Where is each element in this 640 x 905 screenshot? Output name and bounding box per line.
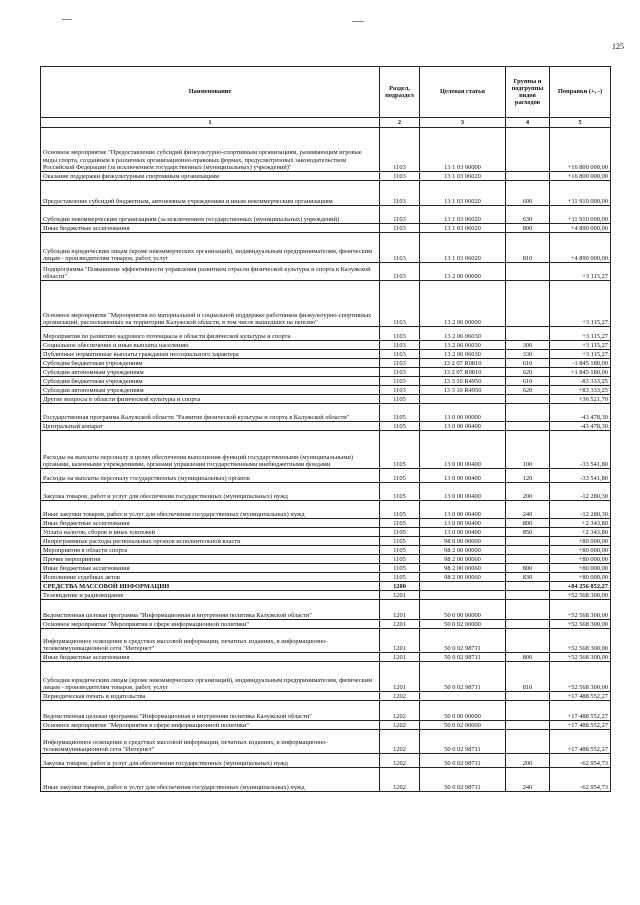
row-amount: +3 115,27 [550, 281, 611, 327]
row-target: 13 2 06 06030 [420, 327, 506, 341]
row-target: 50 0 02 00000 [420, 721, 506, 730]
row-target: 13 1 03 06020 [420, 172, 506, 181]
row-name: Иные бюджетные ассигнования [41, 224, 380, 233]
header-razdel: Раздел, подраздел [380, 67, 420, 118]
row-target: 13 2 07 R0810 [420, 368, 506, 377]
table-row [41, 395, 611, 404]
row-razdel: 1105 [380, 469, 420, 483]
page-number: 125 [612, 42, 624, 51]
table-row [41, 431, 611, 469]
table-row [41, 537, 611, 546]
row-target: 13 0 00 00400 [420, 528, 506, 537]
row-name: Центральный аппарат [41, 422, 380, 431]
row-group: 200 [506, 754, 550, 768]
row-group: 800 [506, 653, 550, 662]
row-target [420, 692, 506, 701]
row-amount: -12 280,30 [550, 483, 611, 501]
row-target: 50 0 02 98711 [420, 662, 506, 692]
row-name: Уплата налогов, сборов и иных платежей [41, 528, 380, 537]
row-group [506, 692, 550, 701]
row-name: СРЕДСТВА МАССОВОЙ ИНФОРМАЦИИ [41, 582, 380, 591]
row-razdel: 1103 [380, 350, 420, 359]
row-name: Непрограммные расходы региональных органов исполнительной власти [41, 537, 380, 546]
table-row [41, 721, 611, 730]
row-target: 50 0 02 00000 [420, 620, 506, 629]
row-amount: +52 568 300,00 [550, 600, 611, 620]
table-row [41, 386, 611, 395]
table-row [41, 564, 611, 573]
row-amount: +52 568 300,00 [550, 662, 611, 692]
column-number: 3 [420, 118, 506, 128]
table-row [41, 368, 611, 377]
row-name: Основное мероприятие "Мероприятия в сфере информационной политики" [41, 721, 380, 730]
row-group [506, 730, 550, 754]
row-group: 600 [506, 181, 550, 206]
row-razdel: 1202 [380, 721, 420, 730]
row-razdel: 1103 [380, 341, 420, 350]
row-razdel: 1103 [380, 368, 420, 377]
row-name: Информационное освещение в средствах массовой информации, печатных изданиях, в информационно-телекоммуникационной сети "Интернет" [41, 629, 380, 653]
row-target: 13 0 00 00400 [420, 422, 506, 431]
row-group: 200 [506, 483, 550, 501]
row-razdel: 1105 [380, 528, 420, 537]
row-amount: +2 343,80 [550, 528, 611, 537]
row-group [506, 546, 550, 555]
row-target: 13 1 03 06020 [420, 224, 506, 233]
row-amount: -62 954,73 [550, 768, 611, 792]
row-name: Периодическая печать и издательства [41, 692, 380, 701]
row-razdel: 1103 [380, 233, 420, 263]
row-group [506, 327, 550, 341]
row-amount: +52 568 300,00 [550, 629, 611, 653]
row-amount: -62 954,73 [550, 754, 611, 768]
budget-table [40, 66, 611, 792]
row-group: 240 [506, 768, 550, 792]
row-target: 13 0 00 00000 [420, 404, 506, 422]
row-amount: +3 115,27 [550, 341, 611, 350]
row-name: Иные бюджетные ассигнования [41, 653, 380, 662]
table-row [41, 692, 611, 701]
row-razdel: 1202 [380, 692, 420, 701]
header-group: Группы и подгруппы видов расходов [506, 67, 550, 118]
row-name: Мероприятия по развитию кадрового потенциала в области физической культуры и спорта [41, 327, 380, 341]
row-razdel: 1103 [380, 359, 420, 368]
row-razdel: 1103 [380, 128, 420, 172]
row-group [506, 281, 550, 327]
row-target: 50 0 02 98711 [420, 653, 506, 662]
row-group [506, 395, 550, 404]
row-target: 98 0 00 00000 [420, 537, 506, 546]
row-target [420, 582, 506, 591]
row-name: Расходы на выплаты персоналу в целях обеспечения выполнения функций государственными (муниципальными) органами, казенными учреждениями, органами управления государственными внебюджетными фондами [41, 431, 380, 469]
row-razdel: 1105 [380, 501, 420, 519]
row-amount: +52 568 300,00 [550, 620, 611, 629]
column-number: 4 [506, 118, 550, 128]
row-target: 50 0 02 98711 [420, 629, 506, 653]
row-group: 610 [506, 359, 550, 368]
row-name: Ведомственная целевая программа "Информационная и внутренняя политика Калужской области" [41, 600, 380, 620]
row-name: Субсидии бюджетным учреждениям [41, 359, 380, 368]
row-group: 850 [506, 528, 550, 537]
row-target: 13 0 00 00400 [420, 501, 506, 519]
row-target: 50 0 00 00000 [420, 600, 506, 620]
row-group: 800 [506, 519, 550, 528]
row-razdel: 1105 [380, 555, 420, 564]
row-razdel: 1103 [380, 327, 420, 341]
row-group [506, 555, 550, 564]
row-name: Оказание поддержки физкультурным спортивным организациям [41, 172, 380, 181]
row-razdel: 1200 [380, 582, 420, 591]
row-razdel: 1202 [380, 754, 420, 768]
row-name: Государственная программа Калужской области "Развитие физической культуры и спорта в Калужской области" [41, 404, 380, 422]
row-group [506, 172, 550, 181]
row-amount: +11 910 000,00 [550, 206, 611, 224]
row-amount: +4 890 000,00 [550, 224, 611, 233]
row-group [506, 582, 550, 591]
row-amount: -83 333,25 [550, 377, 611, 386]
row-razdel: 1201 [380, 629, 420, 653]
row-group: 810 [506, 662, 550, 692]
row-group [506, 128, 550, 172]
table-row [41, 629, 611, 653]
row-razdel: 1202 [380, 730, 420, 754]
row-target: 13 3 10 R4950 [420, 377, 506, 386]
row-razdel: 1103 [380, 263, 420, 281]
row-amount: +52 568 300,00 [550, 653, 611, 662]
row-name: Информационное освещение в средствах массовой информации, печатных изданиях, в информационно-телекоммуникационной сети "Интернет" [41, 730, 380, 754]
row-name: Прочие мероприятия [41, 555, 380, 564]
row-name: Иные закупки товаров, работ и услуг для обеспечения государственных (муниципальных) нужд [41, 768, 380, 792]
row-name: Субсидии автономным учреждениям [41, 386, 380, 395]
row-target: 50 0 02 98711 [420, 754, 506, 768]
row-razdel: 1201 [380, 653, 420, 662]
column-number: 2 [380, 118, 420, 128]
row-group: 810 [506, 233, 550, 263]
row-target: 13 0 00 00400 [420, 483, 506, 501]
row-amount: +83 333,25 [550, 386, 611, 395]
row-razdel: 1105 [380, 431, 420, 469]
table-row [41, 233, 611, 263]
table-row [41, 546, 611, 555]
row-target: 98 2 00 00000 [420, 546, 506, 555]
row-amount: -43 478,30 [550, 422, 611, 431]
row-target: 13 1 03 06020 [420, 233, 506, 263]
scan-mark [62, 19, 72, 20]
row-target: 13 2 00 00000 [420, 263, 506, 281]
row-name: Подпрограмма "Повышение эффективности управления развитием отрасли физической культуры и спорта в Калужской области" [41, 263, 380, 281]
row-group: 800 [506, 564, 550, 573]
row-razdel: 1202 [380, 768, 420, 792]
row-target: 98 2 00 00060 [420, 564, 506, 573]
row-name: Социальное обеспечение и иные выплаты населению [41, 341, 380, 350]
row-target: 13 0 00 00400 [420, 431, 506, 469]
row-target: 13 3 10 R4950 [420, 386, 506, 395]
row-amount: +80 000,00 [550, 564, 611, 573]
row-group [506, 591, 550, 600]
row-group: 620 [506, 368, 550, 377]
row-group [506, 721, 550, 730]
row-amount: +4 890 000,00 [550, 233, 611, 263]
table-row [41, 128, 611, 172]
row-amount: -43 478,30 [550, 404, 611, 422]
row-razdel: 1103 [380, 181, 420, 206]
row-razdel: 1105 [380, 483, 420, 501]
row-amount: +17 488 552,27 [550, 730, 611, 754]
row-amount: +80 000,00 [550, 555, 611, 564]
row-amount: +16 800 000,00 [550, 172, 611, 181]
row-group: 800 [506, 224, 550, 233]
row-razdel: 1103 [380, 224, 420, 233]
row-name: Закупка товаров, работ и услуг для обеспечения государственных (муниципальных) нужд [41, 754, 380, 768]
table-row [41, 224, 611, 233]
row-name: Другие вопросы в области физической культуры и спорта [41, 395, 380, 404]
row-name: Субсидии юридическим лицам (кроме некоммерческих организаций), индивидуальным предпринимателям, физическим лицам - производителям товаров, работ, услуг [41, 662, 380, 692]
row-amount: +3 115,27 [550, 263, 611, 281]
row-name: Субсидии юридическим лицам (кроме некоммерческих организаций), индивидуальным предпринимателям, физическим лицам - производителям товаров, работ, услуг [41, 233, 380, 263]
table-row [41, 730, 611, 754]
row-razdel: 1201 [380, 620, 420, 629]
row-group: 830 [506, 573, 550, 582]
row-target: 13 1 03 06020 [420, 206, 506, 224]
row-name: Основное мероприятие "Мероприятия в сфере информационной политики" [41, 620, 380, 629]
row-amount: +11 910 000,00 [550, 181, 611, 206]
row-amount: +16 800 000,00 [550, 128, 611, 172]
row-amount: +80 000,00 [550, 546, 611, 555]
table-row [41, 582, 611, 591]
row-target: 13 1 03 00000 [420, 128, 506, 172]
row-name: Основное мероприятие "Предоставление субсидий физкультурно-спортивным организациям, развивающим игровые виды спорта, созданным в различных организационно-правовых формах, предусмотренных законодательством Российской Федерации (за исключением государственных (муниципальных) учреждений)" [41, 128, 380, 172]
row-amount: +17 488 552,27 [550, 692, 611, 701]
table-row [41, 327, 611, 341]
row-razdel: 1105 [380, 422, 420, 431]
row-group: 630 [506, 206, 550, 224]
row-razdel: 1105 [380, 546, 420, 555]
table-row [41, 600, 611, 620]
table-row [41, 377, 611, 386]
row-razdel: 1103 [380, 172, 420, 181]
row-name: Субсидии бюджетным учреждениям [41, 377, 380, 386]
table-row [41, 519, 611, 528]
row-target: 50 0 02 98711 [420, 730, 506, 754]
row-group [506, 537, 550, 546]
row-name: Иные бюджетные ассигнования [41, 519, 380, 528]
row-group: 330 [506, 350, 550, 359]
table-row [41, 768, 611, 792]
row-name: Иные закупки товаров, работ и услуг для обеспечения государственных (муниципальных) нужд [41, 501, 380, 519]
row-amount: -1 845 180,00 [550, 359, 611, 368]
row-target: 50 0 02 98711 [420, 768, 506, 792]
row-amount: -33 541,80 [550, 469, 611, 483]
row-name: Исполнение судебных актов [41, 573, 380, 582]
row-razdel: 1201 [380, 591, 420, 600]
row-razdel: 1105 [380, 537, 420, 546]
table-row [41, 281, 611, 327]
row-razdel: 1105 [380, 573, 420, 582]
row-group: 300 [506, 341, 550, 350]
row-name: Телевидение и радиовещание [41, 591, 380, 600]
row-group: 120 [506, 469, 550, 483]
row-razdel: 1103 [380, 377, 420, 386]
table-row [41, 359, 611, 368]
column-number: 5 [550, 118, 611, 128]
row-amount: +36 521,70 [550, 395, 611, 404]
table-row [41, 350, 611, 359]
row-amount: +17 488 552,27 [550, 701, 611, 721]
row-target: 98 2 00 00060 [420, 555, 506, 564]
row-name: Публичные нормативные выплаты гражданам несоциального характера [41, 350, 380, 359]
row-amount: +80 000,00 [550, 537, 611, 546]
row-group [506, 620, 550, 629]
row-target: 13 2 06 06030 [420, 350, 506, 359]
row-amount: +17 488 552,27 [550, 721, 611, 730]
row-name: Предоставление субсидий бюджетным, автономным учреждениям и иным некоммерческим организациям [41, 181, 380, 206]
row-group: 100 [506, 431, 550, 469]
row-target: 13 2 06 06030 [420, 341, 506, 350]
table-row [41, 528, 611, 537]
table-row [41, 591, 611, 600]
row-name: Субсидии некоммерческим организациям (за исключением государственных (муниципальных) учреждений) [41, 206, 380, 224]
row-razdel: 1105 [380, 564, 420, 573]
table-row [41, 172, 611, 181]
row-razdel: 1202 [380, 701, 420, 721]
table-row [41, 483, 611, 501]
row-amount: -12 280,30 [550, 501, 611, 519]
row-group: 240 [506, 501, 550, 519]
table-row [41, 469, 611, 483]
row-group: 620 [506, 386, 550, 395]
row-amount: -33 541,80 [550, 431, 611, 469]
row-target: 98 2 00 00060 [420, 573, 506, 582]
row-target: 13 1 03 06020 [420, 181, 506, 206]
header-amendments: Поправки (+, -) [550, 67, 611, 118]
table-row [41, 662, 611, 692]
table-row [41, 501, 611, 519]
row-amount: +80 000,00 [550, 573, 611, 582]
table-row [41, 754, 611, 768]
table-row [41, 404, 611, 422]
row-group: 610 [506, 377, 550, 386]
row-name: Расходы на выплаты персоналу государственных (муниципальных) органов [41, 469, 380, 483]
row-group [506, 263, 550, 281]
table-row [41, 573, 611, 582]
row-amount: +2 343,80 [550, 519, 611, 528]
row-razdel: 1103 [380, 281, 420, 327]
scan-mark [352, 21, 364, 22]
column-number-row [41, 118, 611, 128]
row-group [506, 629, 550, 653]
row-amount: +84 256 852,27 [550, 582, 611, 591]
row-razdel: 1105 [380, 404, 420, 422]
row-group [506, 404, 550, 422]
row-target: 13 0 00 00400 [420, 519, 506, 528]
row-name: Закупка товаров, работ и услуг для обеспечения государственных (муниципальных) нужд [41, 483, 380, 501]
row-target: 13 2 06 00000 [420, 281, 506, 327]
table-row [41, 206, 611, 224]
table-row [41, 620, 611, 629]
table-header-row [41, 67, 611, 118]
table-row [41, 422, 611, 431]
row-name: Иные бюджетные ассигнования [41, 564, 380, 573]
header-name: Наименование [41, 67, 380, 118]
header-target: Целевая статья [420, 67, 506, 118]
table-row [41, 701, 611, 721]
row-name: Основное мероприятие "Мероприятия по материальной и социальной поддержке работников физкультурно-спортивных организаций, расположенных на территории Калужской области, в том числе вышедших на пенсию" [41, 281, 380, 327]
row-name: Субсидии автономным учреждениям [41, 368, 380, 377]
row-target: 50 0 00 00000 [420, 701, 506, 721]
row-target: 13 0 00 00400 [420, 469, 506, 483]
row-amount: +1 845 180,00 [550, 368, 611, 377]
row-razdel: 1103 [380, 206, 420, 224]
row-group [506, 701, 550, 721]
row-target: 13 2 07 R0810 [420, 359, 506, 368]
table-row [41, 263, 611, 281]
table-row [41, 181, 611, 206]
table-body [41, 128, 611, 792]
row-amount: +3 115,27 [550, 327, 611, 341]
table-row [41, 341, 611, 350]
column-number: 1 [41, 118, 380, 128]
row-razdel: 1201 [380, 662, 420, 692]
row-target [420, 395, 506, 404]
table-row [41, 555, 611, 564]
table-row [41, 653, 611, 662]
row-amount: +3 115,27 [550, 350, 611, 359]
row-razdel: 1105 [380, 519, 420, 528]
row-razdel: 1103 [380, 386, 420, 395]
row-group [506, 600, 550, 620]
row-razdel: 1201 [380, 600, 420, 620]
row-target [420, 591, 506, 600]
row-name: Мероприятия в области спорта [41, 546, 380, 555]
row-razdel: 1105 [380, 395, 420, 404]
row-name: Ведомственная целевая программа "Информационная и внутренняя политика Калужской области" [41, 701, 380, 721]
row-amount: +52 568 300,00 [550, 591, 611, 600]
row-group [506, 422, 550, 431]
